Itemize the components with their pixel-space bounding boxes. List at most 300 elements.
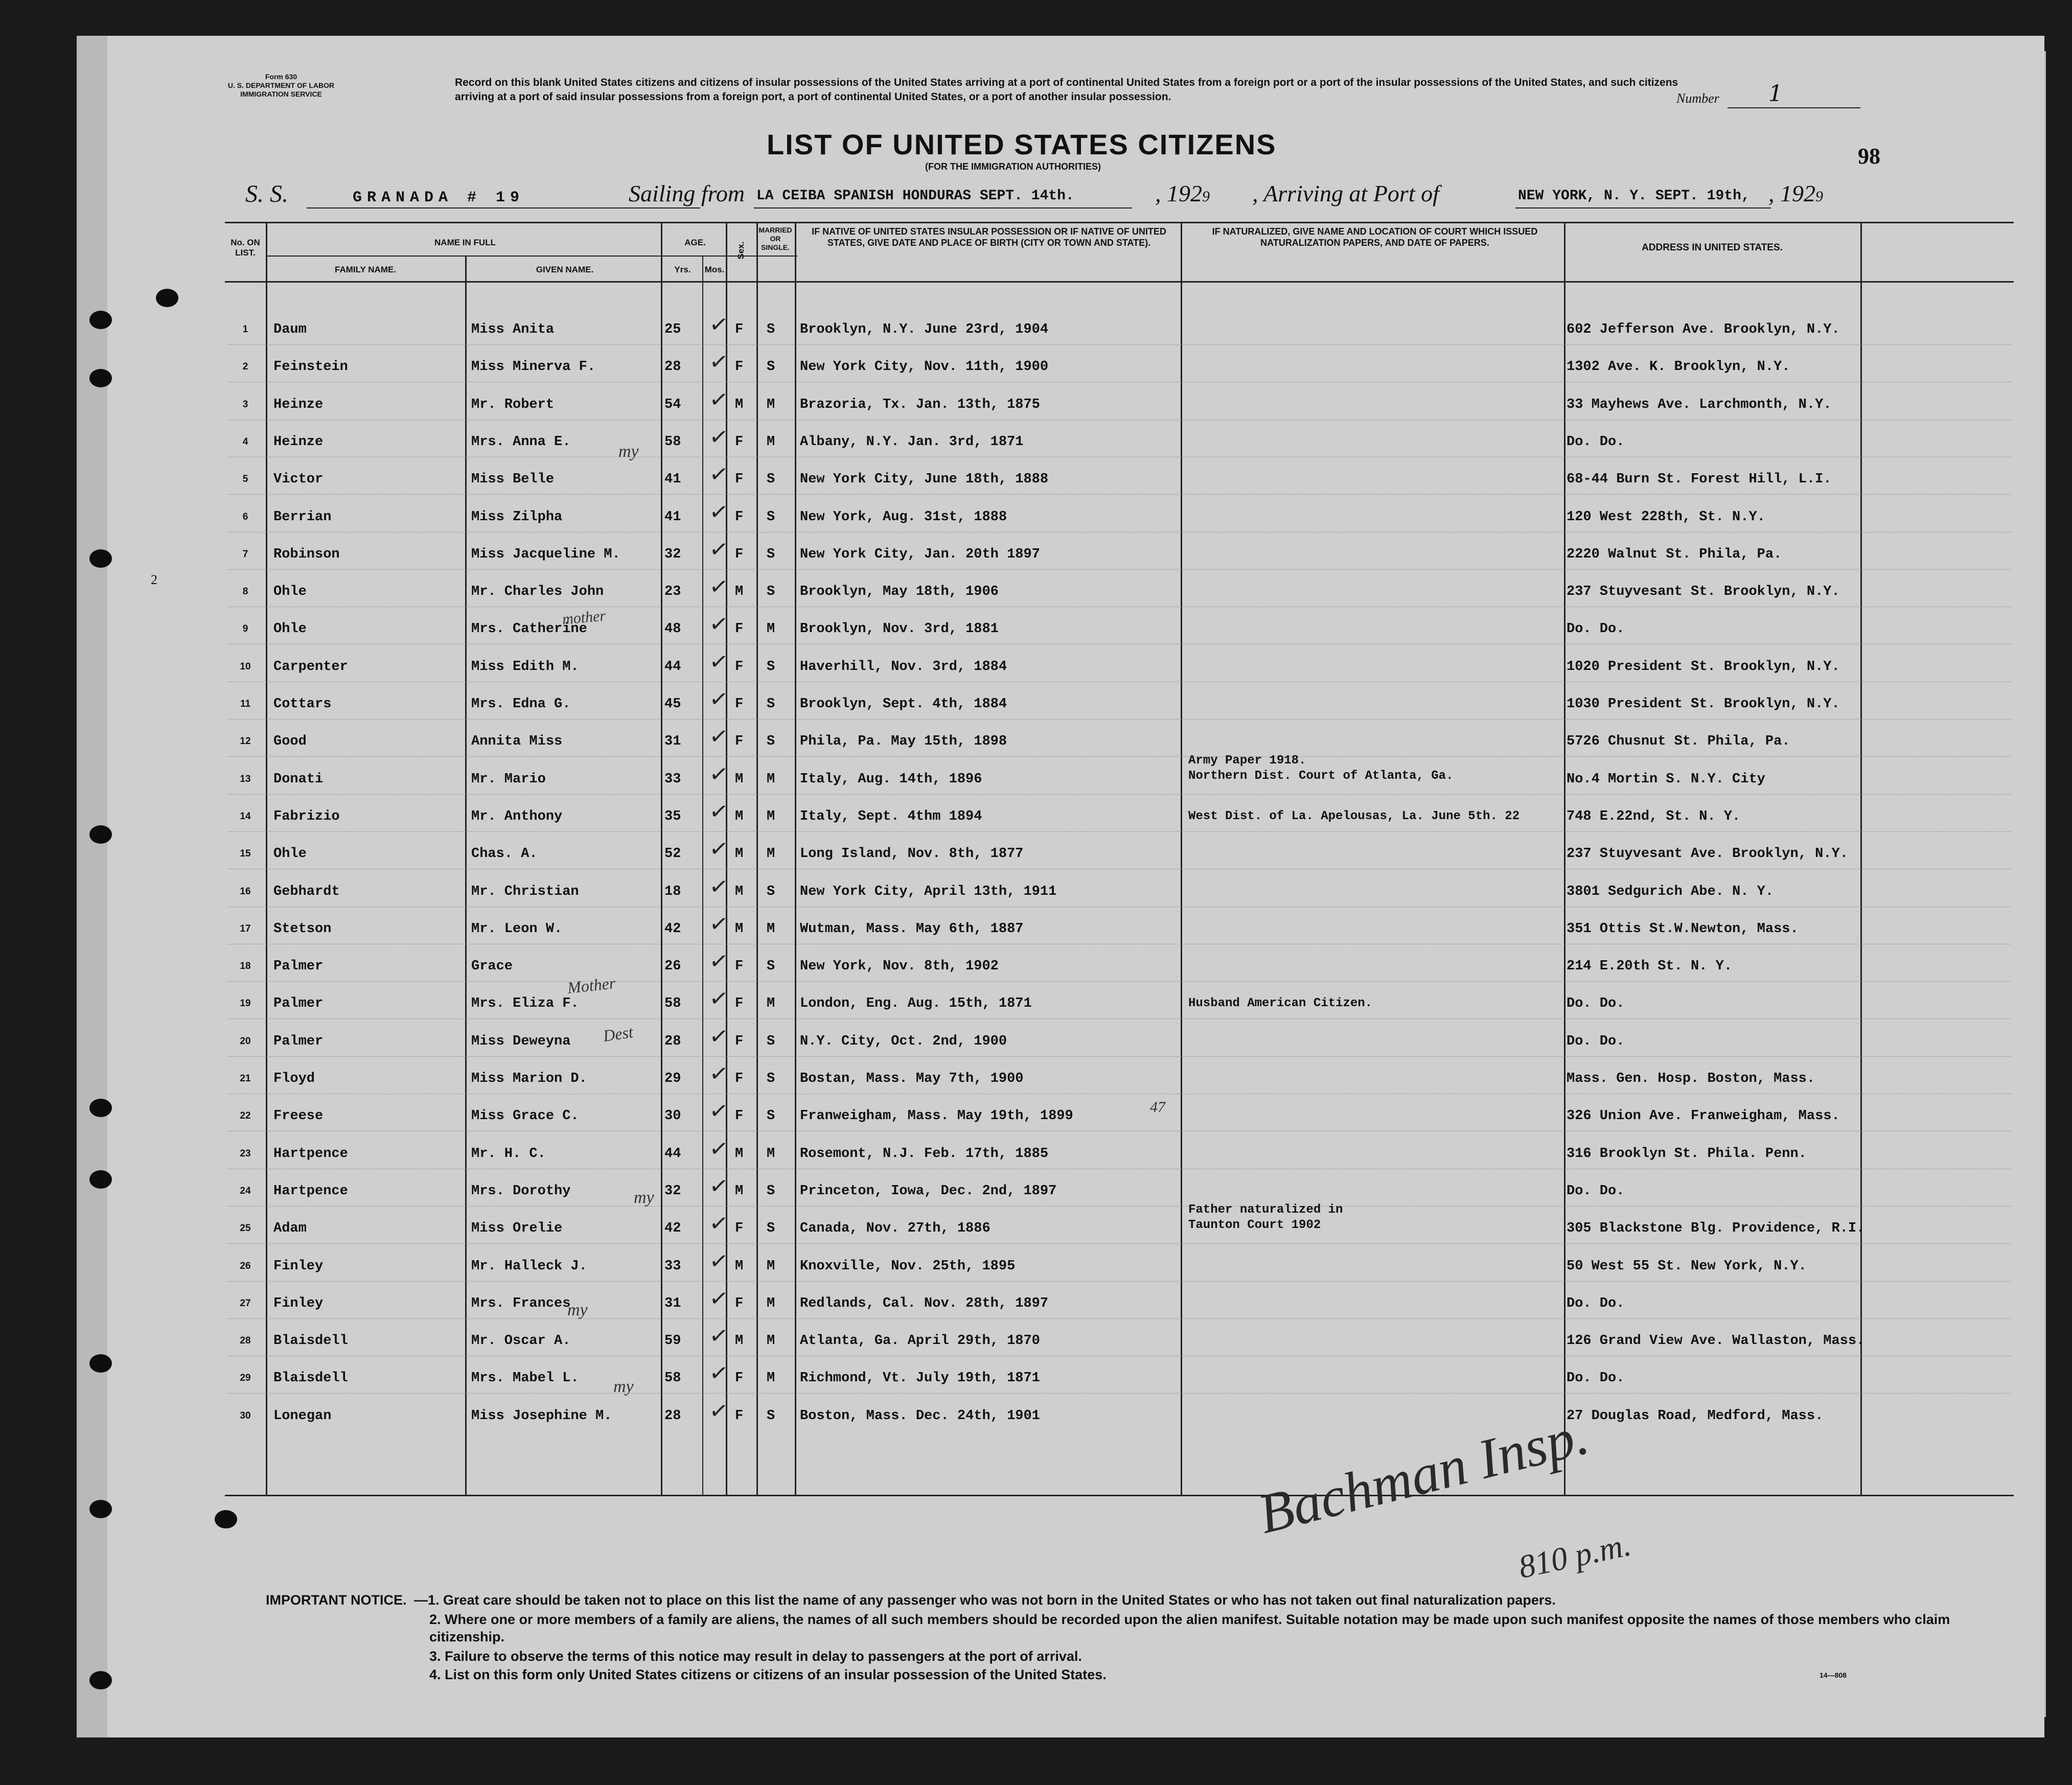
address: No.4 Mortin S. N.Y. City bbox=[1567, 772, 1765, 787]
address: 68-44 Burn St. Forest Hill, L.I. bbox=[1567, 472, 1832, 487]
row-rule bbox=[227, 344, 2011, 345]
sex: M bbox=[735, 1259, 744, 1274]
family-name: Good bbox=[273, 734, 307, 749]
check-mark: ✓ bbox=[707, 947, 730, 976]
sex: F bbox=[735, 1408, 744, 1424]
family-name: Adam bbox=[273, 1221, 307, 1236]
row-rule bbox=[227, 1281, 2011, 1282]
birth-date-place: Richmond, Vt. July 19th, 1871 bbox=[800, 1371, 1040, 1386]
page-subtitle: (FOR THE IMMIGRATION AUTHORITIES) bbox=[925, 161, 1101, 172]
age-years: 33 bbox=[664, 1259, 681, 1274]
row-number: 20 bbox=[240, 1036, 251, 1047]
given-name: Mr. Leon W. bbox=[471, 921, 563, 937]
department-label: U. S. DEPARTMENT OF LABOR bbox=[227, 81, 335, 89]
row-number: 15 bbox=[240, 848, 251, 859]
row-number: 14 bbox=[240, 811, 251, 822]
marital-status: M bbox=[767, 1371, 775, 1386]
check-mark: ✓ bbox=[707, 685, 730, 714]
sex: F bbox=[735, 322, 744, 337]
marital-status: M bbox=[767, 1146, 775, 1162]
birth-date-place: Bostan, Mass. May 7th, 1900 bbox=[800, 1071, 1024, 1086]
row-number: 19 bbox=[240, 998, 251, 1009]
given-name: Mr. Halleck J. bbox=[471, 1259, 587, 1274]
check-mark: ✓ bbox=[707, 385, 730, 414]
birth-date-place: Princeton, Iowa, Dec. 2nd, 1897 bbox=[800, 1184, 1057, 1199]
given-name: Mrs. Anna E. bbox=[471, 434, 571, 450]
binder-hole bbox=[89, 1354, 112, 1373]
header-no-on-list: No. ON LIST. bbox=[231, 238, 260, 258]
age-years: 41 bbox=[664, 472, 681, 487]
given-name: Mr. Charles John bbox=[471, 584, 604, 599]
name-subheader-rule bbox=[266, 256, 797, 257]
marital-status: M bbox=[767, 1259, 775, 1274]
address: 126 Grand View Ave. Wallaston, Mass. bbox=[1567, 1333, 1865, 1349]
age-years: 31 bbox=[664, 734, 681, 749]
birth-date-place: New York, Aug. 31st, 1888 bbox=[800, 509, 1007, 525]
row-number: 4 bbox=[242, 436, 248, 447]
arriving-at: NEW YORK, N. Y. SEPT. 19th, bbox=[1518, 188, 1750, 204]
birth-date-place: New York City, Nov. 11th, 1900 bbox=[800, 359, 1049, 375]
age-years: 59 bbox=[664, 1333, 681, 1349]
row-rule bbox=[227, 1018, 2011, 1019]
address: Do. Do. bbox=[1567, 996, 1625, 1011]
binder-hole bbox=[89, 1500, 112, 1518]
age-years: 29 bbox=[664, 1071, 681, 1086]
age-years: 23 bbox=[664, 584, 681, 599]
family-name: Daum bbox=[273, 322, 307, 337]
row-number: 2 bbox=[242, 361, 248, 372]
birth-date-place: New York City, June 18th, 1888 bbox=[800, 472, 1049, 487]
sex: F bbox=[735, 359, 744, 375]
marital-status: S bbox=[767, 1184, 775, 1199]
address: 27 Douglas Road, Medford, Mass. bbox=[1567, 1408, 1824, 1424]
marital-status: M bbox=[767, 809, 775, 824]
birth-date-place: New York, Nov. 8th, 1902 bbox=[800, 959, 999, 974]
sex: F bbox=[735, 996, 744, 1011]
age-years: 18 bbox=[664, 884, 681, 899]
family-name: Finley bbox=[273, 1296, 324, 1311]
address: Do. Do. bbox=[1567, 1184, 1625, 1199]
row-rule bbox=[227, 1206, 2011, 1207]
sex: M bbox=[735, 1146, 744, 1162]
table-header-rule bbox=[225, 281, 2014, 283]
given-name: Grace bbox=[471, 959, 513, 974]
address: 1020 President St. Brooklyn, N.Y. bbox=[1567, 659, 1840, 675]
birth-date-place: Canada, Nov. 27th, 1886 bbox=[800, 1221, 991, 1236]
age-years: 58 bbox=[664, 996, 681, 1011]
family-name: Carpenter bbox=[273, 659, 348, 675]
hw-my-29: my bbox=[613, 1377, 634, 1396]
marital-status: S bbox=[767, 547, 775, 562]
family-name: Heinze bbox=[273, 434, 324, 450]
row-number: 27 bbox=[240, 1298, 251, 1309]
marital-status: S bbox=[767, 734, 775, 749]
marital-status: M bbox=[767, 846, 775, 862]
sex: F bbox=[735, 547, 744, 562]
check-mark: ✓ bbox=[707, 610, 730, 639]
given-name: Mr. Oscar A. bbox=[471, 1333, 571, 1349]
birth-date-place: Italy, Sept. 4thm 1894 bbox=[800, 809, 982, 824]
check-mark: ✓ bbox=[707, 1359, 730, 1388]
age-years: 28 bbox=[664, 1034, 681, 1049]
age-years: 58 bbox=[664, 1371, 681, 1386]
birth-date-place: Redlands, Cal. Nov. 28th, 1897 bbox=[800, 1296, 1049, 1311]
birth-date-place: New York City, April 13th, 1911 bbox=[800, 884, 1057, 899]
number-underline bbox=[1728, 107, 1860, 108]
sex: F bbox=[735, 434, 744, 450]
sex: F bbox=[735, 959, 744, 974]
check-mark: ✓ bbox=[707, 423, 730, 452]
age-years: 28 bbox=[664, 1408, 681, 1424]
notice-item-4: 4. List on this form only United States citizens or citizens of an insular possession of the United States. bbox=[429, 1667, 1107, 1682]
family-name: Palmer bbox=[273, 1034, 324, 1049]
col-rule-9 bbox=[1564, 222, 1565, 1495]
sailing-underline bbox=[754, 207, 1132, 208]
check-mark: ✓ bbox=[707, 535, 730, 564]
form-number: Form 630 bbox=[265, 73, 297, 81]
year-prefix-2 bbox=[1768, 180, 1823, 207]
col-rule-1 bbox=[266, 222, 267, 1495]
check-mark: ✓ bbox=[707, 498, 730, 527]
check-mark: ✓ bbox=[707, 460, 730, 489]
col-rule-3 bbox=[661, 222, 662, 1495]
check-mark: ✓ bbox=[707, 1172, 730, 1201]
address: 2220 Walnut St. Phila, Pa. bbox=[1567, 547, 1782, 562]
row-number: 5 bbox=[242, 474, 248, 484]
naturalization: Husband American Citizen. bbox=[1188, 996, 1373, 1010]
sex: M bbox=[735, 772, 744, 787]
binder-hole bbox=[89, 311, 112, 329]
given-name: Miss Grace C. bbox=[471, 1108, 579, 1124]
age-years: 45 bbox=[664, 697, 681, 712]
age-years: 26 bbox=[664, 959, 681, 974]
row-rule bbox=[227, 1243, 2011, 1244]
family-name: Victor bbox=[273, 472, 324, 487]
check-mark: ✓ bbox=[707, 1134, 730, 1164]
age-years: 58 bbox=[664, 434, 681, 450]
hw-mother-19: Mother bbox=[566, 973, 616, 997]
age-years: 30 bbox=[664, 1108, 681, 1124]
row-number: 24 bbox=[240, 1186, 251, 1196]
address: Do. Do. bbox=[1567, 1371, 1625, 1386]
address: 326 Union Ave. Franweigham, Mass. bbox=[1567, 1108, 1840, 1124]
family-name: Freese bbox=[273, 1108, 324, 1124]
check-mark: ✓ bbox=[707, 1322, 730, 1351]
sex: F bbox=[735, 734, 744, 749]
check-mark: ✓ bbox=[707, 1284, 730, 1313]
hw-time: 810 p.m. bbox=[1515, 1526, 1634, 1586]
col-rule-2 bbox=[465, 256, 467, 1495]
birth-date-place: Albany, N.Y. Jan. 3rd, 1871 bbox=[800, 434, 1024, 450]
marital-status: S bbox=[767, 659, 775, 675]
row-number: 11 bbox=[240, 699, 251, 709]
check-mark: ✓ bbox=[707, 1397, 730, 1426]
family-name: Feinstein bbox=[273, 359, 348, 375]
check-mark: ✓ bbox=[707, 572, 730, 601]
marital-status: M bbox=[767, 996, 775, 1011]
birth-date-place: N.Y. City, Oct. 2nd, 1900 bbox=[800, 1034, 1007, 1049]
notice-item-1: —1. Great care should be taken not to place on this list the name of any passenger who was not born in the United States or who has not taken out final naturalization papers. bbox=[414, 1592, 1556, 1608]
row-number: 25 bbox=[240, 1223, 251, 1234]
check-mark: ✓ bbox=[707, 760, 730, 789]
sex: F bbox=[735, 1296, 744, 1311]
address: 748 E.22nd, St. N. Y. bbox=[1567, 809, 1741, 824]
given-name: Miss Belle bbox=[471, 472, 555, 487]
header-married: MARRIED OR SINGLE. bbox=[758, 226, 792, 251]
sex: F bbox=[735, 1371, 744, 1386]
address: 50 West 55 St. New York, N.Y. bbox=[1567, 1259, 1807, 1274]
row-number: 26 bbox=[240, 1261, 251, 1271]
age-years: 42 bbox=[664, 1221, 681, 1236]
sex: F bbox=[735, 697, 744, 712]
address: 305 Blackstone Blg. Providence, R.I. bbox=[1567, 1221, 1865, 1236]
birth-date-place: New York City, Jan. 20th 1897 bbox=[800, 547, 1040, 562]
binder-hole bbox=[156, 289, 178, 307]
check-mark: ✓ bbox=[707, 1209, 730, 1238]
ss-label: S. S. bbox=[245, 180, 288, 207]
check-mark: ✓ bbox=[707, 647, 730, 677]
marital-status: S bbox=[767, 1071, 775, 1086]
check-mark: ✓ bbox=[707, 834, 730, 864]
row-rule bbox=[227, 1393, 2011, 1394]
arriving-label: , Arriving at Port of bbox=[1252, 180, 1439, 206]
check-mark: ✓ bbox=[707, 910, 730, 939]
marital-status: S bbox=[767, 697, 775, 712]
number-value: 1 bbox=[1768, 81, 1783, 107]
row-number: 16 bbox=[240, 886, 251, 897]
birth-date-place: Long Island, Nov. 8th, 1877 bbox=[800, 846, 1024, 862]
birth-date-place: Rosemont, N.J. Feb. 17th, 1885 bbox=[800, 1146, 1049, 1162]
family-name: Blaisdell bbox=[273, 1371, 348, 1386]
sex: M bbox=[735, 584, 744, 599]
marital-status: M bbox=[767, 1333, 775, 1349]
address: Do. Do. bbox=[1567, 1034, 1625, 1049]
col-rule-7 bbox=[795, 222, 796, 1495]
age-years: 32 bbox=[664, 547, 681, 562]
sex: M bbox=[735, 809, 744, 824]
birth-date-place: Knoxville, Nov. 25th, 1895 bbox=[800, 1259, 1016, 1274]
age-years: 28 bbox=[664, 359, 681, 375]
birth-date-place: Franweigham, Mass. May 19th, 1899 bbox=[800, 1108, 1073, 1124]
marital-status: S bbox=[767, 959, 775, 974]
page-number: 98 bbox=[1858, 144, 1880, 169]
marital-status: M bbox=[767, 772, 775, 787]
family-name: Hartpence bbox=[273, 1146, 348, 1162]
given-name: Miss Zilpha bbox=[471, 509, 563, 525]
family-name: Donati bbox=[273, 772, 324, 787]
age-years: 25 bbox=[664, 322, 681, 337]
given-name: Mrs. Dorothy bbox=[471, 1184, 571, 1199]
family-name: Heinze bbox=[273, 397, 324, 412]
sex: F bbox=[735, 509, 744, 525]
address: Do. Do. bbox=[1567, 434, 1625, 450]
sex: F bbox=[735, 621, 744, 637]
given-name: Miss Josephine M. bbox=[471, 1408, 612, 1424]
hw-my-24: my bbox=[634, 1188, 654, 1207]
address: Do. Do. bbox=[1567, 621, 1625, 637]
row-number: 3 bbox=[242, 399, 248, 410]
check-mark: ✓ bbox=[707, 1247, 730, 1276]
row-number: 23 bbox=[240, 1148, 251, 1159]
address: 3801 Sedgurich Abe. N. Y. bbox=[1567, 884, 1774, 899]
given-name: Mrs. Mabel L. bbox=[471, 1371, 579, 1386]
sex: M bbox=[735, 921, 744, 937]
binder-hole bbox=[89, 549, 112, 568]
marital-status: S bbox=[767, 1034, 775, 1049]
col-rule-8 bbox=[1181, 222, 1182, 1495]
binder-hole bbox=[89, 825, 112, 844]
number-label: Number bbox=[1676, 91, 1719, 106]
form-id-block bbox=[210, 73, 353, 99]
row-rule bbox=[227, 494, 2011, 495]
given-name: Miss Anita bbox=[471, 322, 555, 337]
header-address: ADDRESS IN UNITED STATES. bbox=[1642, 242, 1783, 253]
row-rule bbox=[227, 981, 2011, 982]
table-top-rule bbox=[225, 222, 2014, 223]
address: 120 West 228th, St. N.Y. bbox=[1567, 509, 1765, 525]
age-years: 33 bbox=[664, 772, 681, 787]
col-rule-6 bbox=[756, 222, 758, 1495]
notice-item-3: 3. Failure to observe the terms of this notice may result in delay to passengers at the port of arrival. bbox=[429, 1649, 1082, 1664]
side-mark: 2 bbox=[151, 572, 157, 587]
header-mos: Mos. bbox=[704, 265, 725, 274]
hw-my-4: my bbox=[618, 442, 639, 461]
birth-date-place: Phila, Pa. May 15th, 1898 bbox=[800, 734, 1007, 749]
check-mark: ✓ bbox=[707, 1097, 730, 1126]
age-years: 32 bbox=[664, 1184, 681, 1199]
row-number: 7 bbox=[242, 549, 248, 560]
age-years: 54 bbox=[664, 397, 681, 412]
marital-status: S bbox=[767, 359, 775, 375]
family-name: Ohle bbox=[273, 584, 307, 599]
given-name: Miss Minerva F. bbox=[471, 359, 596, 375]
sailing-from: LA CEIBA SPANISH HONDURAS SEPT. 14th. bbox=[756, 188, 1074, 204]
sex: F bbox=[735, 1221, 744, 1236]
notice-item-2: 2. Where one or more members of a family are aliens, the names of all such members should be recorded upon the alien manifest. Suitable notation may be made upon such manifest opposite the names of those members who claim citizenship. bbox=[429, 1612, 1950, 1644]
hw-inspector: Bachman Insp. bbox=[1252, 1403, 1595, 1546]
family-name: Palmer bbox=[273, 959, 324, 974]
sex: M bbox=[735, 846, 744, 862]
birth-date-place: Brooklyn, May 18th, 1906 bbox=[800, 584, 999, 599]
given-name: Mr. Anthony bbox=[471, 809, 563, 824]
age-years: 42 bbox=[664, 921, 681, 937]
age-years: 48 bbox=[664, 621, 681, 637]
marital-status: S bbox=[767, 1221, 775, 1236]
row-number: 22 bbox=[240, 1110, 251, 1121]
sex: F bbox=[735, 1034, 744, 1049]
row-number: 30 bbox=[240, 1410, 251, 1421]
age-years: 52 bbox=[664, 846, 681, 862]
family-name: Fabrizio bbox=[273, 809, 340, 824]
header-given-name: GIVEN NAME. bbox=[536, 265, 594, 274]
row-number: 12 bbox=[240, 736, 251, 747]
form-instruction: Record on this blank United States citizens and citizens of insular possessions of the United States arriving at a port of continental United States from a foreign port or a port of the insular possessions of the United States, and such citizens arriving at a port of said insular possessions from a foreign port, a port of continental United States, or a port of another insular possession. bbox=[455, 77, 1678, 103]
naturalization: Father naturalized in Taunton Court 1902 bbox=[1188, 1203, 1343, 1232]
family-name: Blaisdell bbox=[273, 1333, 348, 1349]
family-name: Berrian bbox=[273, 509, 332, 525]
birth-date-place: Wutman, Mass. May 6th, 1887 bbox=[800, 921, 1024, 937]
row-number: 18 bbox=[240, 961, 251, 971]
row-number: 29 bbox=[240, 1373, 251, 1383]
row-number: 8 bbox=[242, 586, 248, 597]
header-age: AGE. bbox=[684, 238, 706, 247]
arriving-underline bbox=[1515, 207, 1771, 208]
row-number: 28 bbox=[240, 1335, 251, 1346]
check-mark: ✓ bbox=[707, 1059, 730, 1088]
marital-status: S bbox=[767, 884, 775, 899]
family-name: Palmer bbox=[273, 996, 324, 1011]
marital-status: M bbox=[767, 621, 775, 637]
family-name: Cottars bbox=[273, 697, 332, 712]
sex: F bbox=[735, 1071, 744, 1086]
binder-hole bbox=[215, 1510, 237, 1528]
marital-status: S bbox=[767, 584, 775, 599]
row-number: 17 bbox=[240, 923, 251, 934]
given-name: Mr. Robert bbox=[471, 397, 555, 412]
row-number: 13 bbox=[240, 774, 251, 784]
check-mark: ✓ bbox=[707, 872, 730, 901]
check-mark: ✓ bbox=[707, 1022, 730, 1051]
ship-underline bbox=[307, 207, 700, 208]
sex: M bbox=[735, 1184, 744, 1199]
page-title: LIST OF UNITED STATES CITIZENS bbox=[767, 128, 1277, 160]
sex: F bbox=[735, 472, 744, 487]
address: 5726 Chusnut St. Phila, Pa. bbox=[1567, 734, 1790, 749]
row-number: 21 bbox=[240, 1073, 251, 1084]
marital-status: S bbox=[767, 509, 775, 525]
marital-status: S bbox=[767, 472, 775, 487]
header-yrs: Yrs. bbox=[674, 265, 691, 274]
birth-date-place: Atlanta, Ga. April 29th, 1870 bbox=[800, 1333, 1040, 1349]
given-name: Mrs. Catherine bbox=[471, 621, 587, 637]
age-years: 31 bbox=[664, 1296, 681, 1311]
hw-mother-9: mother bbox=[561, 607, 607, 628]
given-name: Miss Jacqueline M. bbox=[471, 547, 620, 562]
address: 602 Jefferson Ave. Brooklyn, N.Y. bbox=[1567, 322, 1840, 337]
notice-label: IMPORTANT NOTICE. bbox=[266, 1592, 407, 1608]
col-rule-4 bbox=[702, 256, 703, 1495]
sex: M bbox=[735, 1333, 744, 1349]
birth-date-place: Brooklyn, N.Y. June 23rd, 1904 bbox=[800, 322, 1049, 337]
row-rule bbox=[227, 1056, 2011, 1057]
check-mark: ✓ bbox=[707, 797, 730, 826]
family-name: Lonegan bbox=[273, 1408, 332, 1424]
given-name: Annita Miss bbox=[471, 734, 563, 749]
given-name: Chas. A. bbox=[471, 846, 538, 862]
sex: M bbox=[735, 884, 744, 899]
birth-date-place: Boston, Mass. Dec. 24th, 1901 bbox=[800, 1408, 1040, 1424]
check-mark: ✓ bbox=[707, 347, 730, 377]
birth-date-place: London, Eng. Aug. 15th, 1871 bbox=[800, 996, 1032, 1011]
address: 237 Stuyvesant Ave. Brooklyn, N.Y. bbox=[1567, 846, 1848, 862]
hw-my-27: my bbox=[567, 1301, 588, 1319]
row-rule bbox=[227, 756, 2011, 757]
age-years: 41 bbox=[664, 509, 681, 525]
row-number: 1 bbox=[242, 324, 248, 335]
sailing-label: Sailing from bbox=[629, 180, 745, 206]
table-bottom-rule bbox=[225, 1495, 2014, 1496]
header-sex: Sex. bbox=[736, 241, 746, 260]
row-rule bbox=[227, 569, 2011, 570]
binder-hole bbox=[89, 1170, 112, 1189]
marital-status: M bbox=[767, 921, 775, 937]
marital-status: S bbox=[767, 1408, 775, 1424]
hw-dest-20: Dest bbox=[602, 1023, 634, 1045]
family-name: Hartpence bbox=[273, 1184, 348, 1199]
given-name: Mrs. Eliza F. bbox=[471, 996, 579, 1011]
address: 1302 Ave. K. Brooklyn, N.Y. bbox=[1567, 359, 1790, 375]
naturalization: Army Paper 1918. Northern Dist. Court of Atlanta, Ga. bbox=[1188, 754, 1454, 783]
